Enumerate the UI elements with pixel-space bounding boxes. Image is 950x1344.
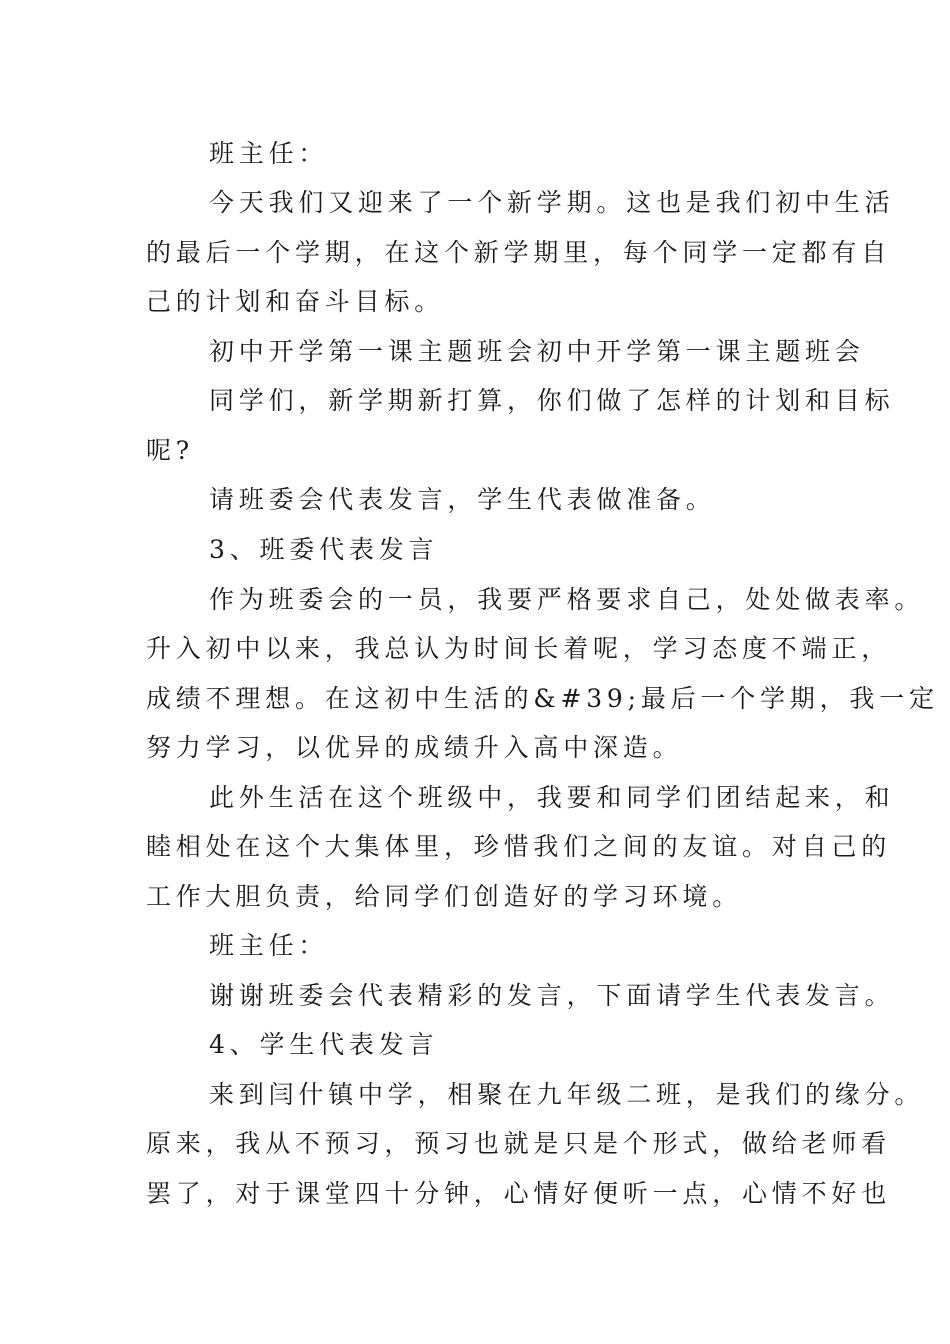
paragraph-line: 呢?	[146, 436, 195, 465]
speaker-label: 班主任：	[209, 139, 329, 168]
paragraph-line: 成绩不理想。在这初中生活的&#39;最后一个学期，我一定	[146, 684, 939, 713]
paragraph-line: 同学们，新学期新打算，你们做了怎样的计划和目标	[209, 386, 895, 415]
paragraph-line: 升入初中以来，我总认为时间长着呢，学习态度不端正，	[146, 634, 892, 663]
paragraph-line: 作为班委会的一员，我要严格要求自己，处处做表率。	[209, 585, 925, 614]
paragraph-line: 工作大胆负责，给同学们创造好的学习环境。	[146, 882, 743, 911]
speaker-label: 班主任：	[209, 931, 329, 960]
paragraph-line: 原来，我从不预习，预习也就是只是个形式，做给老师看	[146, 1129, 892, 1158]
paragraph-line: 的最后一个学期，在这个新学期里，每个同学一定都有自	[146, 238, 892, 267]
paragraph-line: 睦相处在这个大集体里，珍惜我们之间的友谊。对自己的	[146, 832, 892, 861]
paragraph-line: 今天我们又迎来了一个新学期。这也是我们初中生活	[209, 188, 895, 217]
paragraph-line: 来到闫什镇中学，相聚在九年级二班，是我们的缘分。	[209, 1080, 925, 1109]
paragraph-line: 谢谢班委会代表精彩的发言，下面请学生代表发言。	[209, 981, 895, 1010]
paragraph-line: 己的计划和奋斗目标。	[146, 287, 445, 316]
section-heading: 4、学生代表发言	[209, 1030, 439, 1059]
paragraph-line: 初中开学第一课主题班会初中开学第一课主题班会	[209, 337, 865, 366]
section-heading: 3、班委代表发言	[209, 535, 439, 564]
paragraph-line: 此外生活在这个班级中，我要和同学们团结起来，和	[209, 783, 895, 812]
paragraph-line: 请班委会代表发言，学生代表做准备。	[209, 485, 716, 514]
paragraph-line: 努力学习，以优异的成绩升入高中深造。	[146, 733, 683, 762]
paragraph-line: 罢了，对于课堂四十分钟，心情好便听一点，心情不好也	[146, 1179, 892, 1208]
